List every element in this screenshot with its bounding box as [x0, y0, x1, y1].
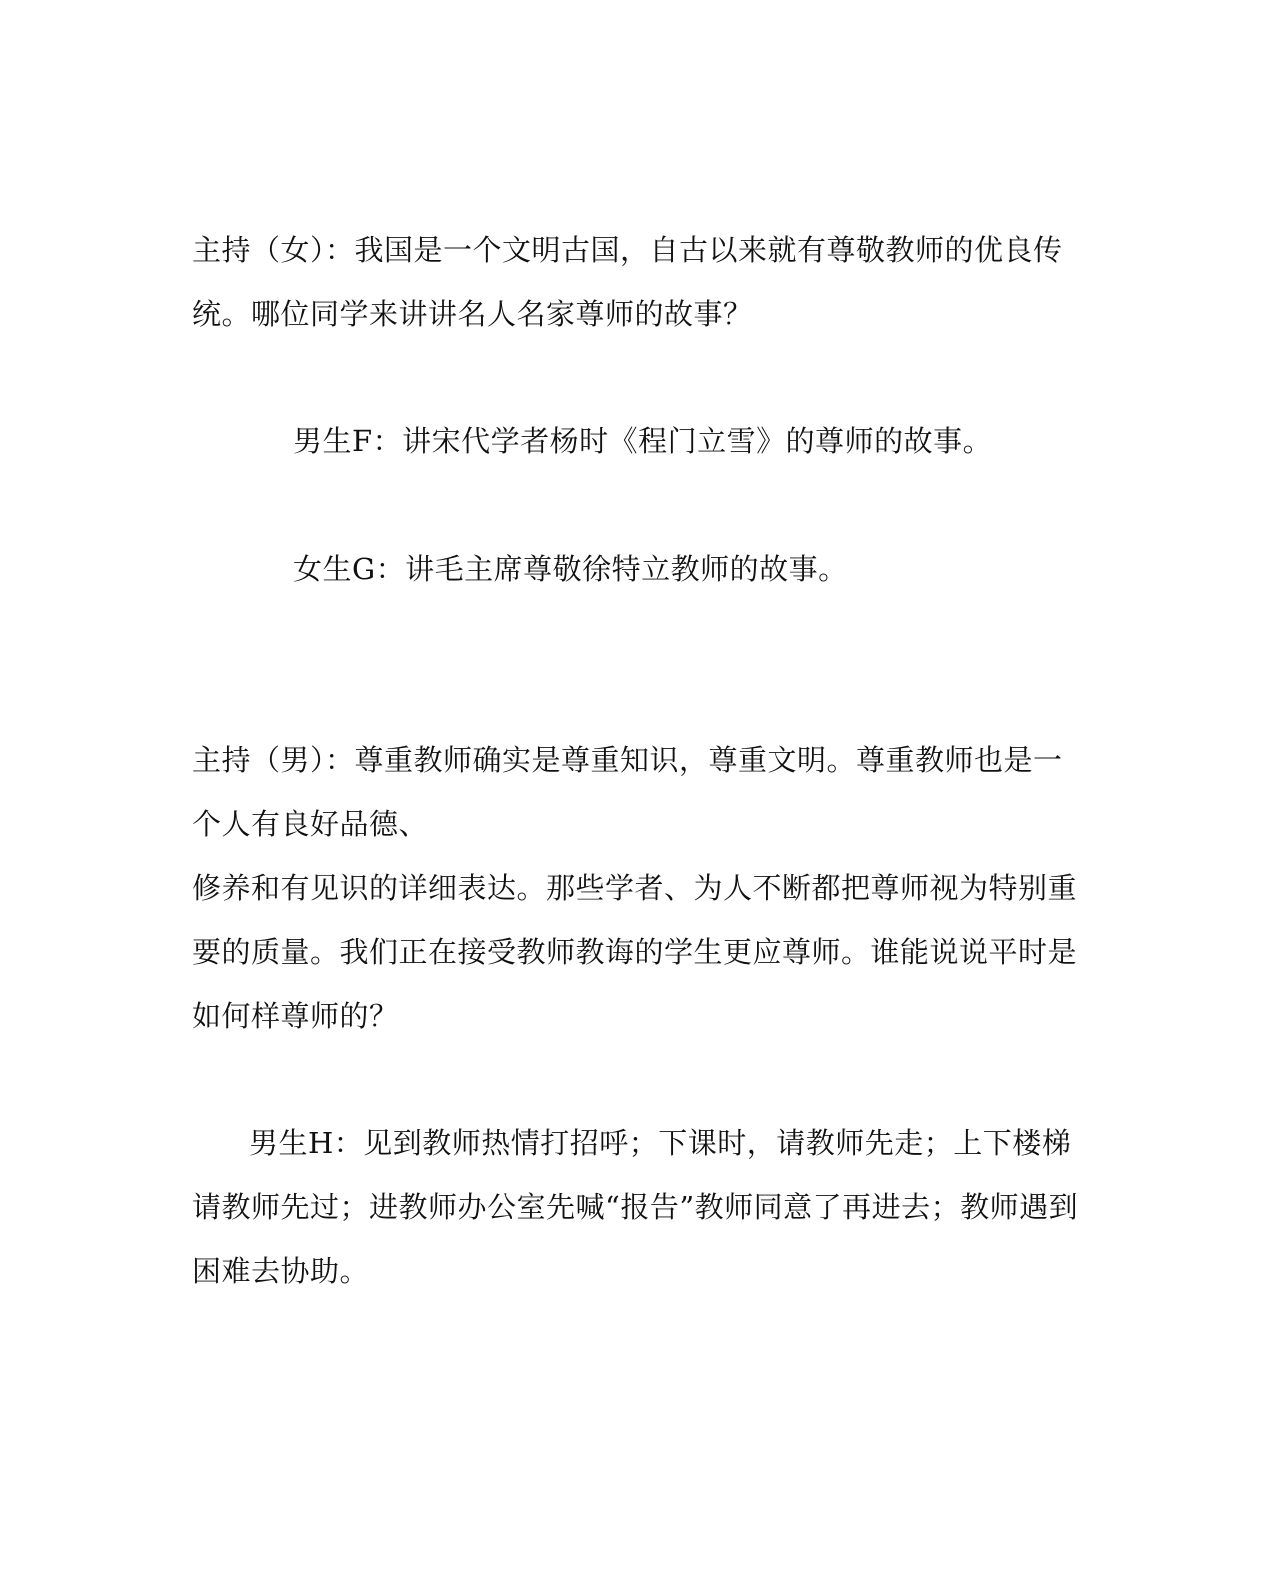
- text-line: 困难去协助。: [192, 1254, 370, 1288]
- text-line: 修养和有见识的详细表达。那些学者、为人不断都把尊师视为特别重: [192, 871, 1078, 905]
- text-line: 要的质量。我们正在接受教师教诲的学生更应尊师。谁能说说平时是: [192, 935, 1078, 969]
- text-line: 女生G：讲毛主席尊敬徐特立教师的故事。: [293, 552, 848, 586]
- text-line: 请教师先过；进教师办公室先喊“报告”教师同意了再进去；教师遇到: [192, 1190, 1079, 1224]
- text-line: 男生F：讲宋代学者杨时《程门立雪》的尊师的故事。: [293, 424, 993, 458]
- text-line: 个人有良好品德、: [192, 807, 429, 841]
- text-line: 主持（男）：尊重教师确实是尊重知识，尊重文明。尊重教师也是一: [192, 743, 1063, 777]
- text-line: 男生H：见到教师热情打招呼；下课时，请教师先走；上下楼梯: [249, 1126, 1072, 1160]
- text-line: 统。哪位同学来讲讲名人名家尊师的故事？: [192, 297, 753, 331]
- text-line: 主持（女）：我国是一个文明古国，自古以来就有尊敬教师的优良传: [192, 233, 1063, 267]
- text-line: 如何样尊师的？: [192, 999, 399, 1033]
